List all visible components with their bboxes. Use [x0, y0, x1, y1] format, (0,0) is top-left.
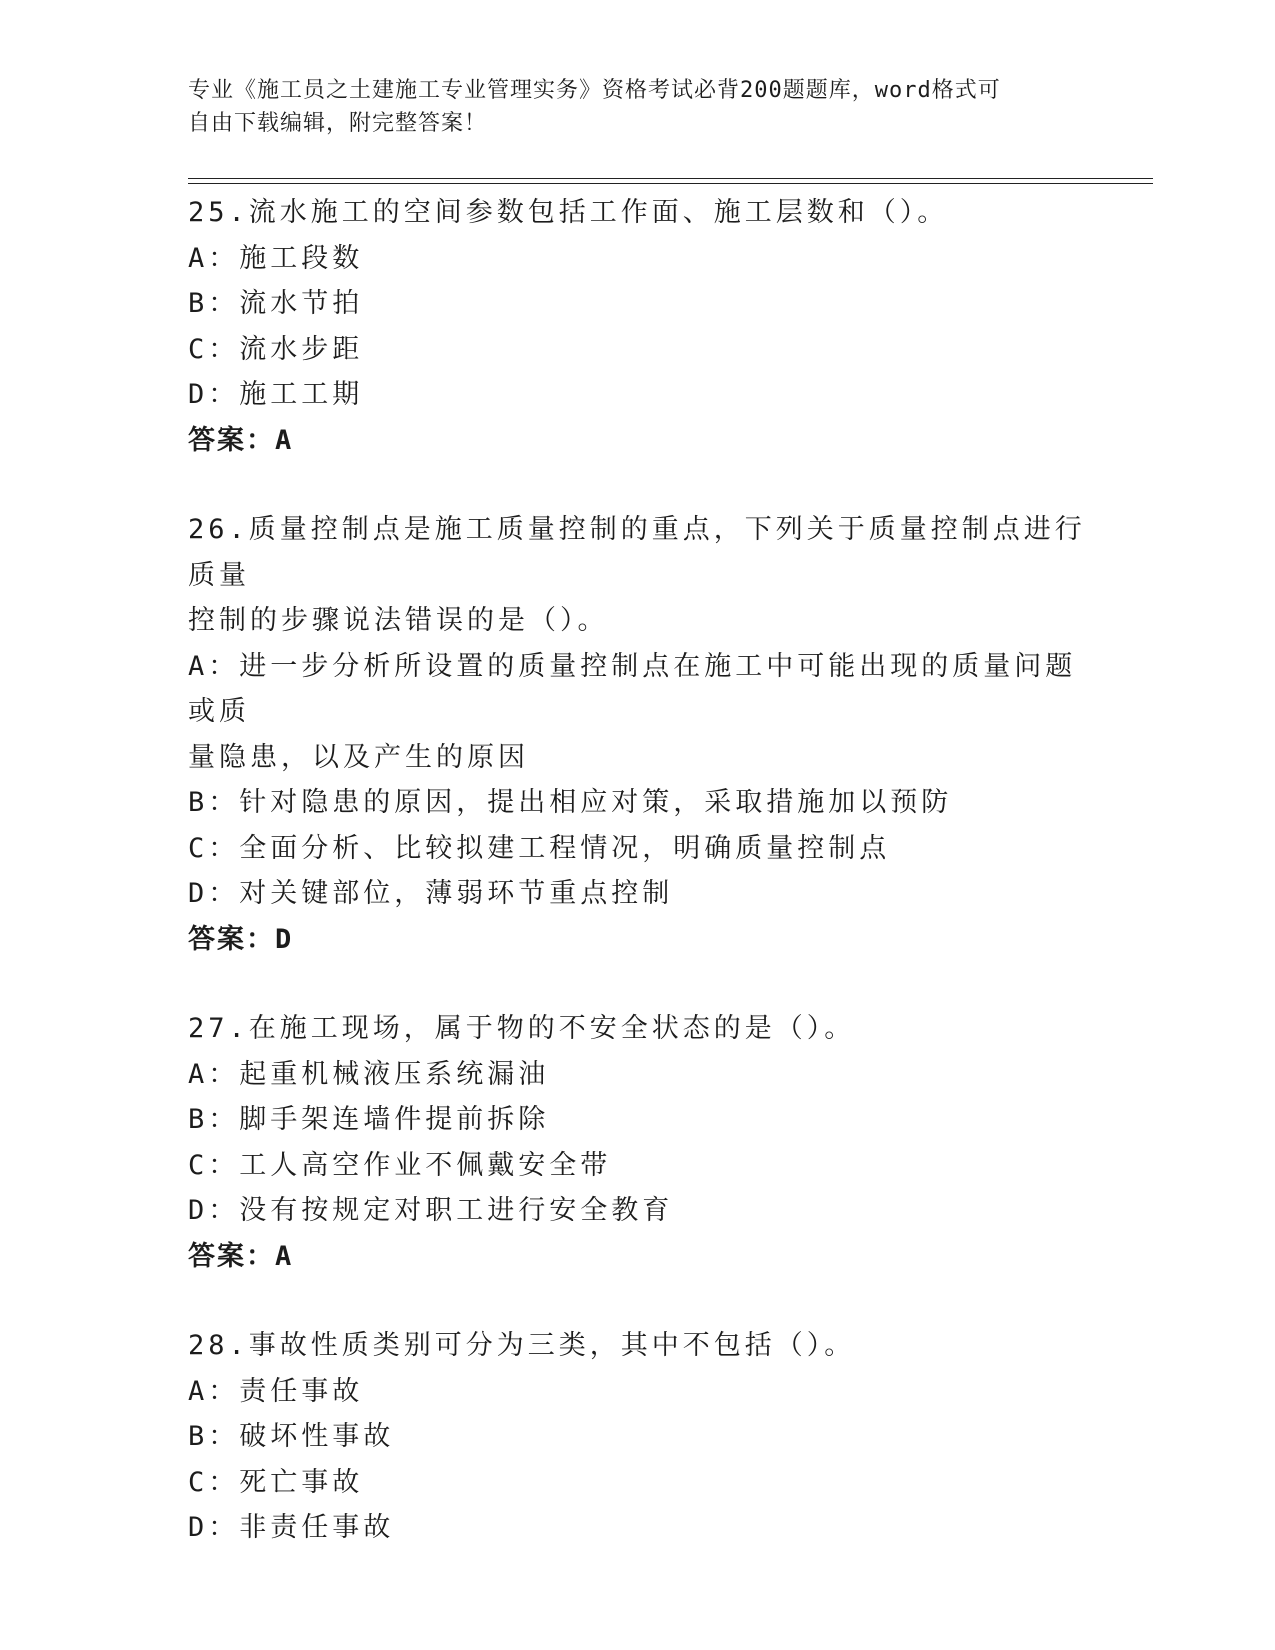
answer: 答案：D — [188, 923, 294, 955]
option-a: A：责任事故 — [188, 1375, 364, 1407]
option-a: A：施工段数 — [188, 242, 364, 274]
option-b: B：针对隐患的原因，提出相应对策，采取措施加以预防 — [188, 787, 953, 818]
question-25 — [188, 190, 1088, 463]
option-a: 量隐患，以及产生的原因 — [188, 741, 529, 773]
question-28 — [188, 1323, 1088, 1551]
option-a: A：进一步分析所设置的质量控制点在施工中可能出现的质量问题或质 — [188, 650, 1077, 727]
option-c: C：死亡事故 — [188, 1466, 364, 1498]
question-stem: 控制的步骤说法错误的是（）。 — [188, 605, 609, 636]
question-27 — [188, 1006, 1088, 1279]
option-d: D：没有按规定对职工进行安全教育 — [188, 1195, 674, 1226]
option-d: D：施工工期 — [188, 379, 364, 410]
option-c: C：流水步距 — [188, 333, 364, 365]
option-c: C：工人高空作业不佩戴安全带 — [188, 1149, 612, 1181]
document-title — [188, 74, 1068, 140]
header-divider — [188, 178, 1153, 179]
question-stem: 28.事故性质类别可分为三类，其中不包括（）。 — [188, 1330, 856, 1361]
question-26 — [188, 507, 1088, 962]
option-b: B：破坏性事故 — [188, 1421, 395, 1452]
option-c: C：全面分析、比较拟建工程情况，明确质量控制点 — [188, 832, 891, 864]
title-line-1: 专业《施工员之土建施工专业管理实务》资格考试必背200题题库，word格式可 — [188, 78, 1001, 103]
option-b: B：脚手架连墙件提前拆除 — [188, 1104, 550, 1135]
option-d: D：对关键部位，薄弱环节重点控制 — [188, 878, 674, 909]
answer: 答案：A — [188, 1240, 294, 1272]
question-stem: 26.质量控制点是施工质量控制的重点，下列关于质量控制点进行质量 — [188, 514, 1086, 591]
header-divider — [188, 183, 1153, 184]
question-stem: 25.流水施工的空间参数包括工作面、施工层数和（）。 — [188, 197, 949, 228]
option-b: B：流水节拍 — [188, 288, 364, 319]
title-line-2: 自由下载编辑，附完整答案！ — [188, 111, 488, 136]
question-stem: 27.在施工现场，属于物的不安全状态的是（）。 — [188, 1013, 856, 1044]
answer: 答案：A — [188, 424, 294, 456]
question-list — [188, 190, 1088, 1595]
option-a: A：起重机械液压系统漏油 — [188, 1058, 550, 1090]
option-d: D：非责任事故 — [188, 1512, 395, 1543]
